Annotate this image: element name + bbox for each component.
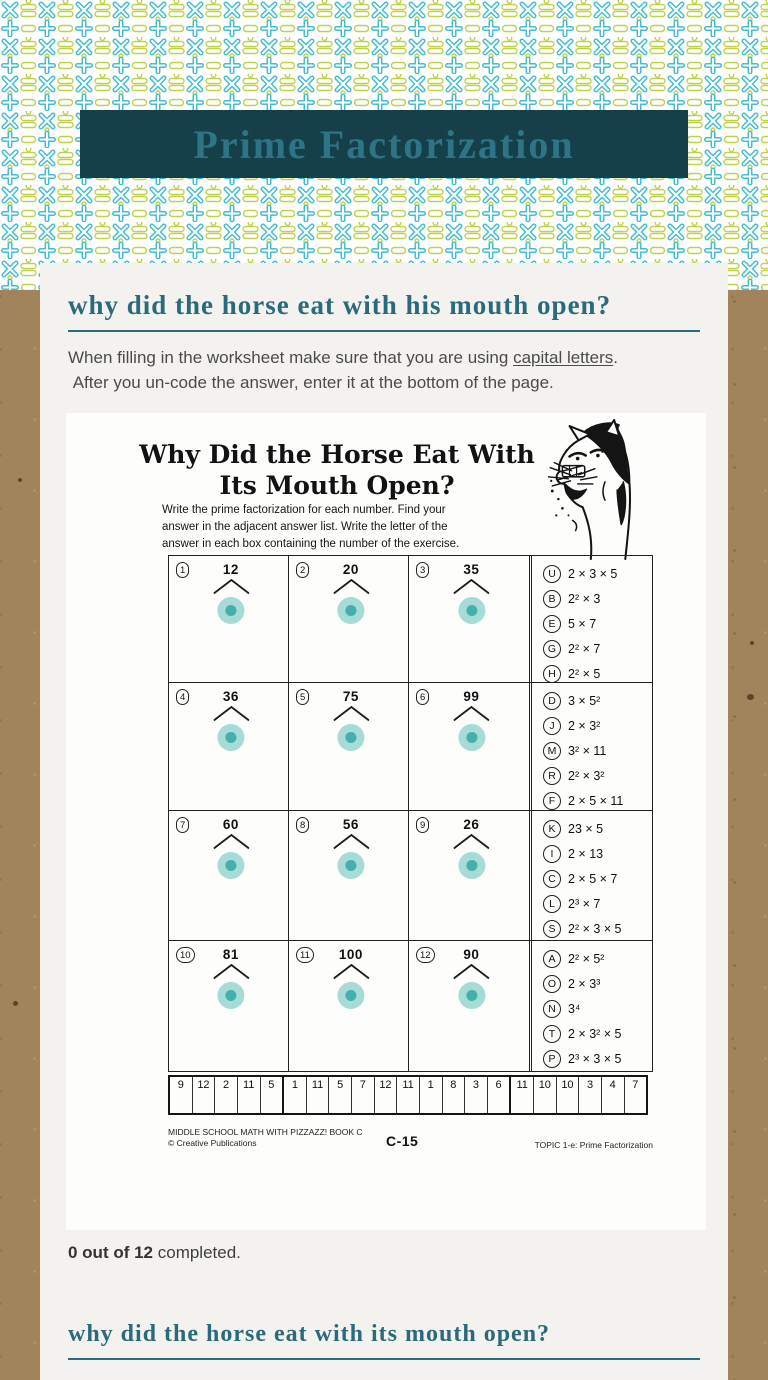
factor-tree-branches-icon [451, 705, 491, 722]
answer-letter-badge: K [543, 820, 561, 838]
answer-letter-badge: P [543, 1050, 561, 1068]
factor-tree-hotspot[interactable] [337, 724, 364, 751]
problem-number-badge: 6 [416, 689, 429, 705]
problem-value: 20 [342, 562, 359, 578]
hotspot-dot-icon [225, 990, 236, 1001]
strip-cell: 7 [352, 1077, 375, 1113]
problem-value: 12 [222, 562, 239, 578]
answer-expression: 2² × 5 [568, 666, 601, 681]
factor-tree-hotspot[interactable] [217, 852, 244, 879]
factor-tree-branches-icon [331, 963, 371, 980]
answer-letter-badge: R [543, 767, 561, 785]
problem-cell [169, 556, 289, 682]
factor-tree [211, 817, 251, 879]
answer-expression: 2 × 3² × 5 [568, 1026, 622, 1041]
strip-cell: 1 [420, 1077, 443, 1113]
footer-book-title: MIDDLE SCHOOL MATH WITH PIZZAZZ! BOOK C [168, 1127, 363, 1138]
strip-cell: 11 [511, 1077, 534, 1113]
problem-number-badge: 5 [296, 689, 309, 705]
worksheet-footer-left [168, 1127, 363, 1149]
answer-expression: 23 × 5 [568, 821, 604, 836]
factor-tree-branches-icon [451, 578, 491, 595]
strip-cell: 11 [397, 1077, 420, 1113]
problem-cell [289, 683, 409, 810]
answer-expression: 3⁴ [568, 1001, 581, 1016]
factor-tree [331, 947, 371, 1009]
answer-option [543, 996, 652, 1021]
answer-expression: 2³ × 3 × 5 [568, 1051, 622, 1066]
answer-expression: 3 × 5² [568, 693, 601, 708]
factor-tree [451, 817, 491, 879]
factor-tree [451, 689, 491, 751]
answer-list [529, 556, 652, 682]
answer-option [543, 841, 652, 866]
factor-tree-branches-icon [451, 833, 491, 850]
factor-tree-branches-icon [451, 963, 491, 980]
factor-tree-branches-icon [331, 705, 371, 722]
hotspot-dot-icon [345, 605, 356, 616]
factor-tree-hotspot[interactable] [337, 852, 364, 879]
grid-row [169, 811, 652, 941]
hotspot-dot-icon [345, 732, 356, 743]
answer-option [543, 891, 652, 916]
progress-count: 0 out of 12 [68, 1243, 154, 1263]
answer-letter-badge: G [543, 640, 561, 658]
hotspot-dot-icon [345, 860, 356, 871]
factor-tree [451, 947, 491, 1009]
strip-cell: 11 [307, 1077, 330, 1113]
factor-tree [211, 562, 251, 624]
grid-row [169, 941, 652, 1071]
problem-number-badge: 12 [416, 947, 435, 963]
answer-letter-badge: J [543, 717, 561, 735]
problem-value: 26 [463, 817, 480, 833]
factor-tree-hotspot[interactable] [458, 597, 485, 624]
problem-cell [409, 683, 529, 810]
strip-cell: 2 [215, 1077, 238, 1113]
factor-tree-hotspot[interactable] [458, 852, 485, 879]
problem-value: 36 [222, 689, 239, 705]
hotspot-dot-icon [466, 860, 477, 871]
hotspot-dot-icon [345, 990, 356, 1001]
answer-option [543, 916, 652, 941]
answer-option [543, 971, 652, 996]
problem-number-badge: 7 [176, 817, 189, 833]
factor-tree-hotspot[interactable] [458, 982, 485, 1009]
worksheet-topic-label: TOPIC 1-e: Prime Factorization [534, 1140, 653, 1151]
answer-letter-badge: H [543, 665, 561, 683]
worksheet-grid [168, 555, 653, 1072]
worksheet-title [66, 439, 608, 501]
answer-option [543, 586, 652, 611]
answer-option [543, 816, 652, 841]
intro-underlined: capital letters [513, 348, 614, 368]
speckle [747, 694, 754, 700]
strip-cell: 9 [170, 1077, 193, 1113]
answer-option [543, 688, 652, 713]
worksheet-main-title: Prime Factorization [193, 121, 575, 167]
problem-value: 81 [222, 947, 239, 963]
strip-cell: 7 [632, 1079, 639, 1092]
answer-expression: 2 × 13 [568, 846, 604, 861]
problem-cell [169, 683, 289, 810]
problem-value: 56 [342, 817, 359, 833]
answer-expression: 2 × 5 × 7 [568, 871, 618, 886]
factor-tree [331, 689, 371, 751]
section2-divider [68, 1358, 700, 1360]
worksheet-title-line1: Why Did the Horse Eat With [139, 440, 535, 470]
problem-cell [409, 941, 529, 1071]
answer-letter-badge: L [543, 895, 561, 913]
problem-cell [289, 556, 409, 682]
problem-value: 90 [463, 947, 480, 963]
section1-heading: why did the horse eat with his mouth open? [68, 290, 612, 320]
strip-cell: 6 [488, 1077, 512, 1113]
problem-cell [289, 811, 409, 940]
answer-letter-badge: A [543, 950, 561, 968]
hotspot-dot-icon [225, 860, 236, 871]
answer-option [543, 738, 652, 763]
answer-letter-badge: I [543, 845, 561, 863]
answer-expression: 3² × 11 [568, 743, 607, 758]
content-card [40, 263, 728, 1380]
header-pattern-band [0, 0, 768, 290]
heading-divider [68, 330, 700, 332]
problem-cell [409, 811, 529, 940]
grid-row [169, 556, 652, 683]
answer-expression: 2 × 5 × 11 [568, 793, 624, 808]
answer-list [529, 941, 652, 1071]
answer-option [543, 1021, 652, 1046]
intro-text [68, 345, 700, 395]
answer-letter-badge: B [543, 590, 561, 608]
progress-label: completed. [153, 1243, 241, 1263]
factor-tree [451, 562, 491, 624]
answer-list [529, 811, 652, 940]
answer-option [543, 713, 652, 738]
strip-cell: 5 [261, 1077, 285, 1113]
strip-cell: 1 [284, 1077, 307, 1113]
strip-cell: 10 [557, 1077, 580, 1113]
problem-cell [169, 811, 289, 940]
hotspot-dot-icon [466, 990, 477, 1001]
answer-letter-badge: F [543, 792, 561, 810]
answer-expression: 2 × 3 × 5 [568, 566, 618, 581]
strip-cell: 10 [534, 1077, 557, 1113]
worksheet-image [66, 413, 706, 1230]
problem-value: 35 [463, 562, 480, 578]
answer-expression: 2² × 5² [568, 951, 605, 966]
answer-letter-badge: U [543, 565, 561, 583]
answer-letter-badge: S [543, 920, 561, 938]
problem-number-badge: 3 [416, 562, 429, 578]
problem-number-badge: 10 [176, 947, 195, 963]
factor-tree [211, 947, 251, 1009]
intro-after: . [613, 348, 618, 368]
answer-option [543, 561, 652, 586]
strip-cell: 3 [579, 1077, 602, 1113]
strip-cell: 11 [238, 1077, 261, 1113]
factor-tree-hotspot[interactable] [337, 597, 364, 624]
factor-tree-branches-icon [211, 963, 251, 980]
problem-value: 100 [338, 947, 363, 963]
answer-letter-badge: T [543, 1025, 561, 1043]
answer-option [543, 788, 652, 813]
answer-option [543, 763, 652, 788]
strip-cell: 4 [602, 1077, 625, 1113]
answer-letter-badge: O [543, 975, 561, 993]
strip-cell: 8 [443, 1077, 466, 1113]
factor-tree-branches-icon [211, 578, 251, 595]
answer-option [543, 636, 652, 661]
problem-number-badge: 2 [296, 562, 309, 578]
strip-cell: 12 [193, 1077, 216, 1113]
strip-cell: 5 [329, 1077, 352, 1113]
factor-tree [331, 562, 371, 624]
grid-row [169, 683, 652, 811]
factor-tree-hotspot[interactable] [458, 724, 485, 751]
factor-tree [331, 817, 371, 879]
answer-option [543, 1046, 652, 1071]
hotspot-dot-icon [466, 605, 477, 616]
answer-list [529, 683, 652, 810]
problem-value: 99 [463, 689, 480, 705]
answer-option [543, 866, 652, 891]
section2-heading: why did the horse eat with its mouth open? [68, 1321, 551, 1348]
problem-number-badge: 11 [296, 947, 314, 963]
factor-tree-hotspot[interactable] [217, 982, 244, 1009]
answer-expression: 2 × 3³ [568, 976, 601, 991]
worksheet-title-line2: Its Mouth Open? [219, 471, 455, 501]
problem-cell [169, 941, 289, 1071]
problem-number-badge: 4 [176, 689, 189, 705]
problem-cell [289, 941, 409, 1071]
answer-option [543, 611, 652, 636]
answer-letter-badge: C [543, 870, 561, 888]
factor-tree-branches-icon [211, 705, 251, 722]
factor-tree-hotspot[interactable] [337, 982, 364, 1009]
horse-cartoon-icon [548, 419, 660, 561]
worksheet-instructions: Write the prime factorization for each number. Find your answer in the adjacent answer list. Write the letter of the answer in each box containing the number of the exercise. [162, 504, 460, 551]
problem-number-badge: 8 [296, 817, 309, 833]
strip-cell: 12 [375, 1077, 398, 1113]
answer-letter-strip [168, 1075, 648, 1115]
strip-cell: 3 [465, 1077, 488, 1113]
factor-tree-hotspot[interactable] [217, 724, 244, 751]
intro-line2: After you un-code the answer, enter it at the bottom of the page. [68, 373, 554, 393]
answer-expression: 2 × 3² [568, 718, 601, 733]
answer-option [543, 946, 652, 971]
speckle [750, 641, 754, 645]
answer-letter-badge: E [543, 615, 561, 633]
worksheet-page-code: C-15 [386, 1133, 419, 1150]
factor-tree-hotspot[interactable] [217, 597, 244, 624]
problem-value: 75 [342, 689, 359, 705]
answer-expression: 2² × 3² [568, 768, 605, 783]
intro-before: When filling in the worksheet make sure that you are using [68, 348, 514, 368]
title-banner [80, 110, 688, 178]
answer-expression: 5 × 7 [568, 616, 597, 631]
factor-tree [211, 689, 251, 751]
factor-tree-branches-icon [331, 833, 371, 850]
hotspot-dot-icon [466, 732, 477, 743]
factor-tree-branches-icon [211, 833, 251, 850]
problem-cell [409, 556, 529, 682]
hotspot-dot-icon [225, 732, 236, 743]
problem-value: 60 [222, 817, 239, 833]
speckle [13, 1001, 18, 1006]
answer-letter-badge: M [543, 742, 561, 760]
problem-number-badge: 9 [416, 817, 429, 833]
footer-copyright: © Creative Publications [168, 1138, 257, 1149]
speckle [18, 478, 22, 482]
answer-expression: 2² × 3 [568, 591, 601, 606]
hotspot-dot-icon [225, 605, 236, 616]
answer-expression: 2² × 3 × 5 [568, 921, 622, 936]
problem-number-badge: 1 [176, 562, 189, 578]
factor-tree-branches-icon [331, 578, 371, 595]
answer-letter-badge: D [543, 692, 561, 710]
answer-letter-badge: N [543, 1000, 561, 1018]
progress-status [68, 1243, 700, 1263]
answer-expression: 2³ × 7 [568, 896, 601, 911]
answer-expression: 2² × 7 [568, 641, 601, 656]
